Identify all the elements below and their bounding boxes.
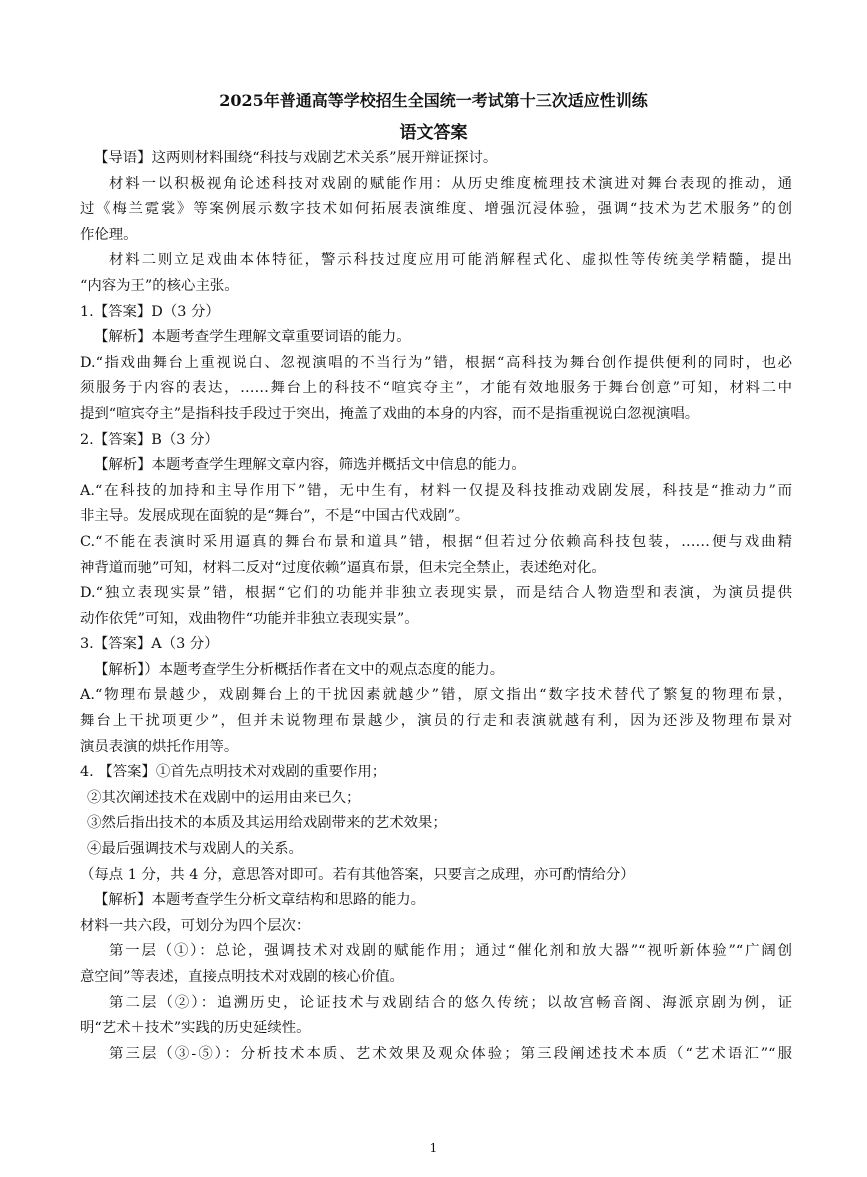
text-line: 提到“喧宾夺主”是指科技手段过于突出，掩盖了戏曲的本身的内容，而不是指重视说白忽视演唱。 <box>80 405 700 422</box>
page-number: 1 <box>429 1141 438 1155</box>
text-line: A.“物理布景越少，戏剧舞台上的干扰因素就越少”错，原文指出“数字技术替代了繁复的物理布景， <box>80 687 792 704</box>
text-line: （每点 1 分，共 4 分，意思答对即可。若有其他答案，只要言之成理，亦可酌情给分） <box>80 866 635 883</box>
text-line: 明“艺术＋技术”实践的历史延续性。 <box>80 1020 311 1037</box>
text-line: 须服务于内容的表达，……舞台上的科技不“喧宾夺主”，才能有效地服务于舞台创意”可知，材料二中 <box>80 380 792 397</box>
text-line: 演员表演的烘托作用等。 <box>80 738 239 755</box>
text-line: 【解析】）本题考查学生分析概括作者在文中的观点态度的能力。 <box>94 661 505 678</box>
answer-body <box>80 146 792 1067</box>
text-line: D.“指戏曲舞台上重视说白、忽视演唱的不当行为”错，根据“高科技为舞台创作提供便利的同时，也必 <box>80 354 792 371</box>
text-line: 过《梅兰霓裳》等案例展示数字技术如何拓展表演维度、增强沉浸体验，强调“技术为艺术服务”的创 <box>80 201 792 218</box>
text-line: 神背道而驰”可知，材料二反对“过度依赖”逼真布景，但未完全禁止，表述绝对化。 <box>80 559 606 576</box>
text-line: 1.【答案】D（3 分） <box>80 303 220 320</box>
document-subtitle: 语文答案 <box>399 123 468 143</box>
document-title: 2025年普通高等学校招生全国统一考试第十三次适应性训练 <box>219 91 648 110</box>
text-line: 材料二则立足戏曲本体特征，警示科技过度应用可能消解程式化、虚拟性等传统美学精髓，提出 <box>109 252 792 269</box>
text-line: 2.【答案】B（3 分） <box>80 431 219 448</box>
text-line: 【解析】本题考查学生理解文章内容，筛选并概括文中信息的能力。 <box>94 457 526 474</box>
text-line: 第三层（③-⑤）：分析技术本质、艺术效果及观众体验；第三段阐述技术本质（“艺术语汇”“服 <box>109 1045 792 1062</box>
text-line: “内容为王”的核心主张。 <box>80 277 239 294</box>
text-line: 意空间”等表述，直接点明技术对戏剧的核心价值。 <box>80 969 404 985</box>
text-line: ③然后指出技术的本质及其运用给戏剧带来的艺术效果； <box>87 815 447 832</box>
text-line: 动作依凭”可知，戏曲物件“功能并非独立表现实景”。 <box>80 610 419 627</box>
text-line: 舞台上干扰项更少”，但并未说物理布景越少，演员的行走和表演就越有利，因为还涉及物理布景对 <box>80 713 792 730</box>
text-line: 3.【答案】A（3 分） <box>80 636 219 653</box>
text-line: C.“不能在表演时采用逼真的舞台布景和道具”错，根据“但若过分依赖高科技包装，……便与戏曲精 <box>80 533 792 550</box>
text-line: 第一层（①）：总论，强调技术对戏剧的赋能作用；通过“催化剂和放大器”“视听新体验”“广阔创 <box>109 943 792 960</box>
text-line: 材料一以积极视角论述科技对戏剧的赋能作用：从历史维度梳理技术演进对舞台表现的推动，通 <box>109 175 792 192</box>
text-line: 【解析】本题考查学生分析文章结构和思路的能力。 <box>94 892 425 909</box>
text-line: 第二层（②）：追溯历史，论证技术与戏剧结合的悠久传统；以故宫畅音阁、海派京剧为例，证 <box>109 994 792 1011</box>
text-line: D.“独立表现实景”错，根据“它们的功能并非独立表现实景，而是结合人物造型和表演，为演员提供 <box>80 585 792 602</box>
text-line: 非主导。发展成现在面貌的是“舞台”，不是“中国古代戏剧”。 <box>80 508 470 525</box>
text-line: 【解析】本题考查学生理解文章重要词语的能力。 <box>94 329 411 346</box>
text-line: A.“在科技的加持和主导作用下”错，无中生有，材料一仅提及科技推动戏剧发展，科技是“推动力”而 <box>80 482 792 499</box>
text-line: 【导语】这两则材料围绕“科技与戏剧艺术关系”展开辩证探讨。 <box>94 150 498 166</box>
text-line: ④最后强调技术与戏剧人的关系。 <box>87 841 303 858</box>
text-line: 材料一共六段，可划分为四个层次： <box>80 917 311 934</box>
text-line: 作伦理。 <box>80 226 138 243</box>
text-line: ②其次阐述技术在戏剧中的运用由来已久； <box>87 789 361 806</box>
text-line: 4. 【答案】①首先点明技术对戏剧的重要作用； <box>80 764 387 781</box>
